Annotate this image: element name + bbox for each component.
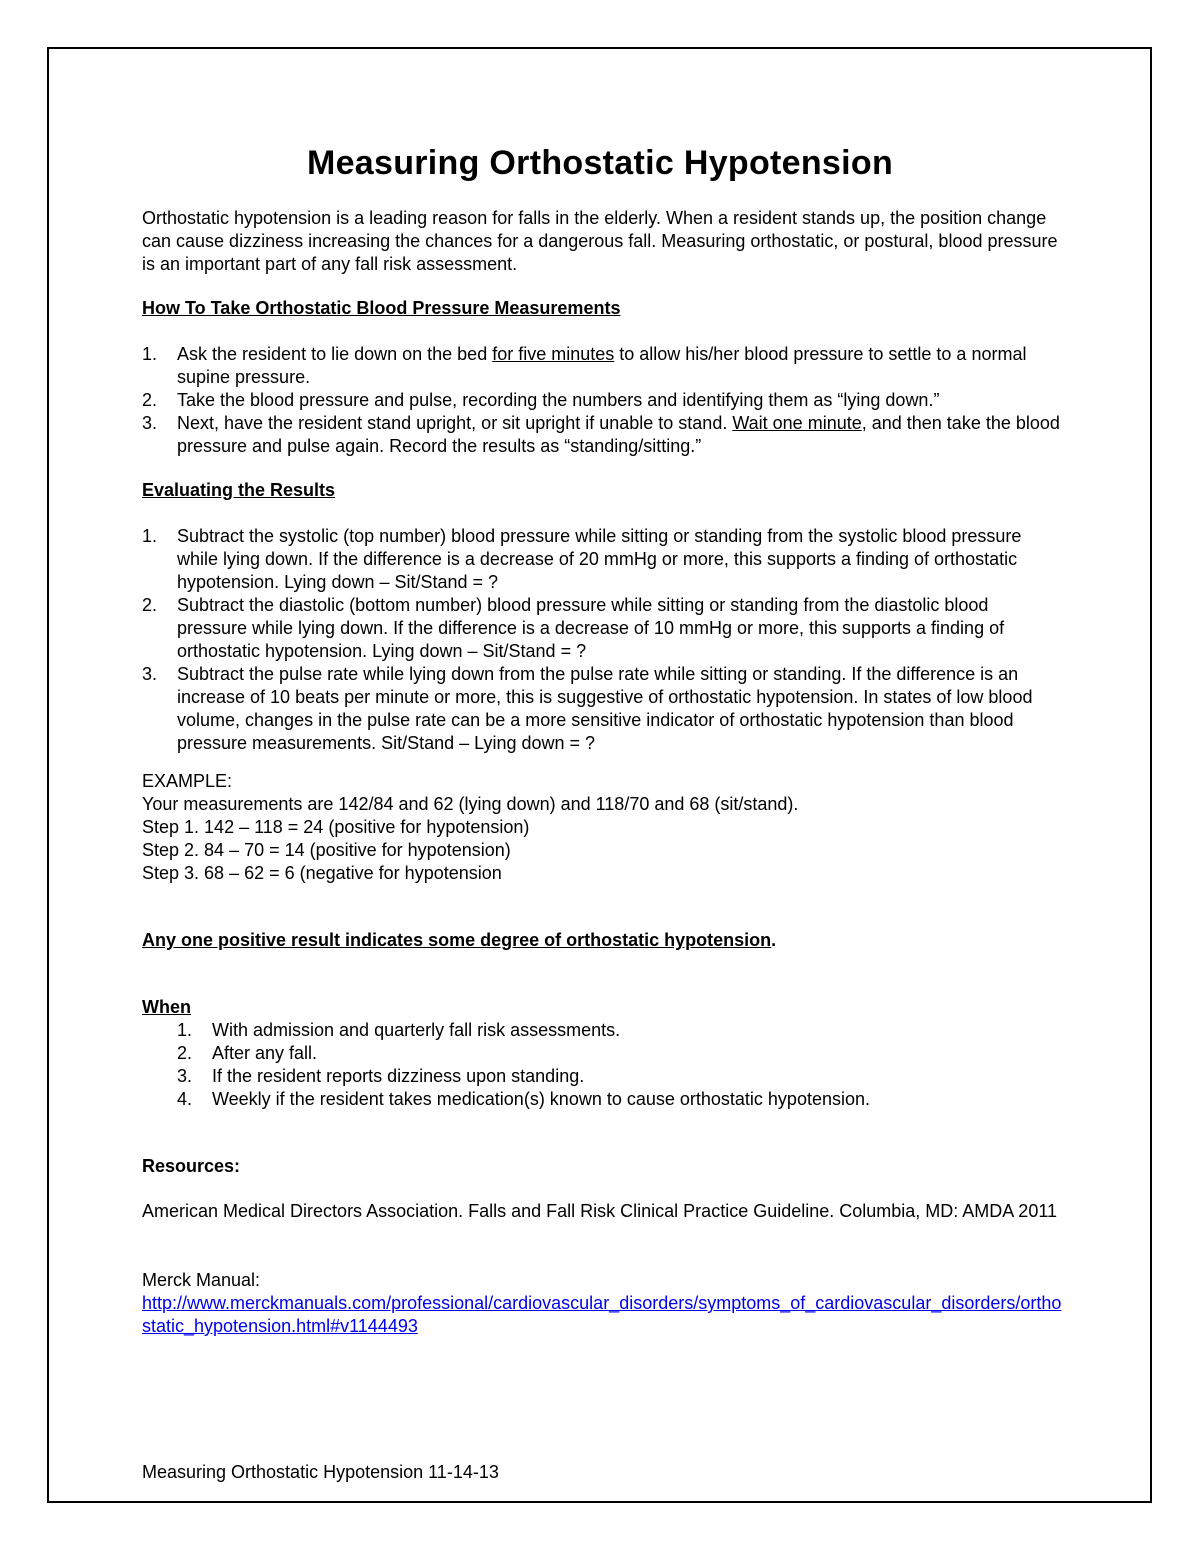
list-item: 3. Next, have the resident stand upright, or sit upright if unable to stand. Wait one minute, and then take the blood pressure and pulse again. Record the results as “standing/sitting.” <box>142 413 1060 456</box>
list-item: 3. Subtract the pulse rate while lying down from the pulse rate while sitting or standing. If the difference is an increase of 10 beats per minute or more, this is suggestive of orthostatic hypotension. In states of low blood volume, changes in the pulse rate can be a more sensitive indicator of orthostatic hypotension than blood pressure measurements. Sit/Stand – Lying down = ? <box>142 664 1033 753</box>
page-footer: Measuring Orthostatic Hypotension 11-14-13 <box>142 1462 499 1482</box>
evaluating-heading: Evaluating the Results <box>142 480 336 500</box>
list-item: 2. After any fall. <box>177 1043 318 1063</box>
merck-link-line <box>142 1292 1062 1338</box>
list-item: 1. Subtract the systolic (top number) blood pressure while sitting or standing from the systolic blood pressure while lying down. If the difference is a decrease of 20 mmHg or more, this supports a finding of orthostatic hypotension. Lying down – Sit/Stand = ? <box>142 526 1022 592</box>
example-line: Step 3. 68 – 62 = 6 (negative for hypotension <box>142 863 502 883</box>
merck-label: Merck Manual: <box>142 1270 261 1290</box>
list-item: 1. With admission and quarterly fall risk assessments. <box>177 1020 621 1040</box>
example-label: EXAMPLE: <box>142 771 233 791</box>
list-item: 3. If the resident reports dizziness upon standing. <box>177 1066 585 1086</box>
example-line: Your measurements are 142/84 and 62 (lying down) and 118/70 and 68 (sit/stand). <box>142 794 799 814</box>
emphasis-statement: Any one positive result indicates some degree of orthostatic hypotension. <box>142 930 777 950</box>
evaluating-list <box>142 525 1062 755</box>
list-item: 2. Subtract the diastolic (bottom number) blood pressure while sitting or standing from the diastolic blood pressure while lying down. If the difference is a decrease of 10 mmHg or more, this supports a finding of orthostatic hypotension. Lying down – Sit/Stand = ? <box>142 595 1005 661</box>
merck-manual-link[interactable]: http://www.merckmanuals.com/professional/cardiovascular_disorders/symptoms_of_cardiovascular_disorders/orthostatic_hypotension.html#v1144493 <box>142 1293 1062 1336</box>
list-item: 4. Weekly if the resident takes medication(s) known to cause orthostatic hypotension. <box>177 1089 871 1109</box>
intro-paragraph: Orthostatic hypotension is a leading reason for falls in the elderly. When a resident stands up, the position change can cause dizziness increasing the chances for a dangerous fall. Measuring orthostatic, or postural, blood pressure is an important part of any fall risk assessment. <box>142 208 1058 274</box>
resources-heading: Resources: <box>142 1156 241 1176</box>
when-heading: When <box>142 997 191 1017</box>
list-item: 1. Ask the resident to lie down on the bed for five minutes to allow his/her blood pressure to settle to a normal supine pressure. <box>142 344 1027 387</box>
example-line: Step 2. 84 – 70 = 14 (positive for hypotension) <box>142 840 511 860</box>
example-block <box>142 770 1062 885</box>
example-line: Step 1. 142 – 118 = 24 (positive for hypotension) <box>142 817 530 837</box>
amda-reference: American Medical Directors Association. Falls and Fall Risk Clinical Practice Guideline. Columbia, MD: AMDA 2011 <box>142 1201 1058 1221</box>
when-list <box>142 1019 1062 1111</box>
page-title: Measuring Orthostatic Hypotension <box>306 144 894 182</box>
how-to-list <box>142 343 1062 458</box>
how-to-heading: How To Take Orthostatic Blood Pressure Measurements <box>142 298 621 318</box>
list-item: 2. Take the blood pressure and pulse, recording the numbers and identifying them as “lying down.” <box>142 390 940 410</box>
